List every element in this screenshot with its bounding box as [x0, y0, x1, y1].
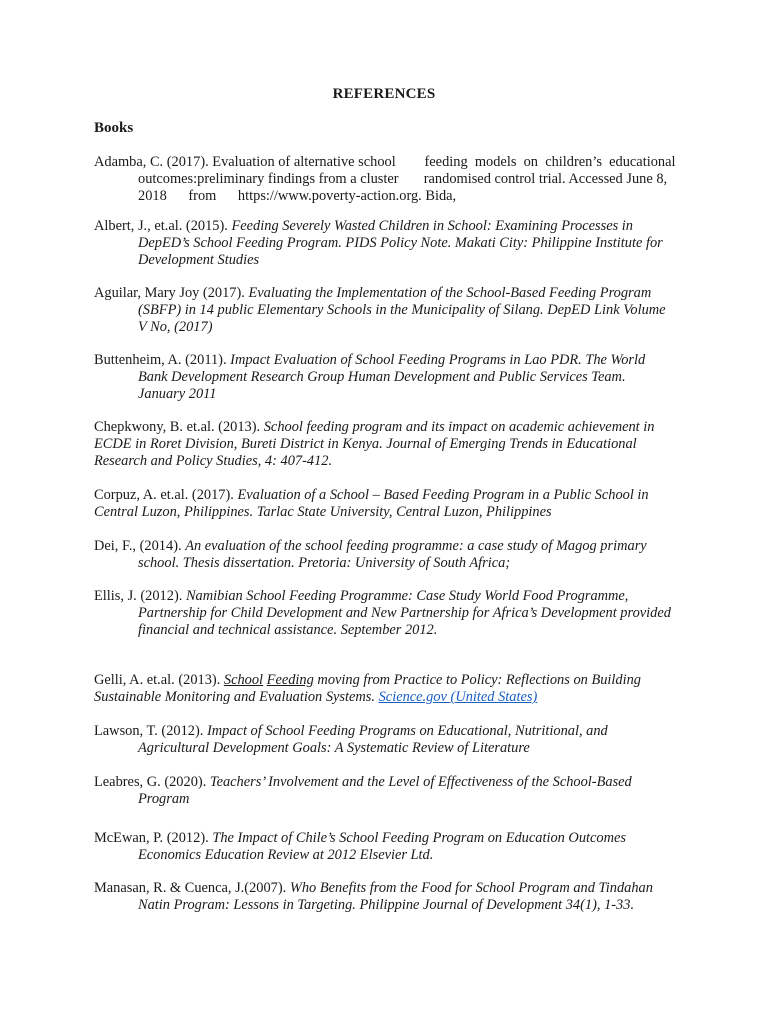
reference-title-underlined: School [223, 672, 264, 688]
reference-author: Dei, F., (2014). [94, 538, 186, 554]
reference-title: Teachers’ Involvement and the Level of Effectiveness of the School-Based Program [138, 774, 632, 807]
reference-author: Buttenheim, A. (2011). [94, 352, 231, 368]
reference-title: moving from Practice to Policy: Reflections on Building Sustainable Monitoring and Evaluation Systems. [94, 672, 642, 705]
reference-ellis [94, 588, 676, 639]
reference-line: 2018 from https://www.poverty-action.org. Bida, [138, 188, 457, 204]
reference-aguilar [94, 285, 676, 336]
reference-lawson [94, 723, 676, 757]
reference-title: An evaluation of the school feeding programme: a case study of Magog primary school. Thesis dissertation. Pretoria: University of South Africa; [138, 538, 647, 571]
reference-title: Impact Evaluation of School Feeding Programs in Lao PDR. The World Bank Development Research Group Human Development and Public Services Team. January 2011 [138, 352, 646, 402]
reference-author: Ellis, J. (2012). [94, 588, 186, 604]
reference-chepkwony [94, 419, 676, 470]
reference-author: Lawson, T. (2012). [94, 723, 207, 739]
reference-line: outcomes:preliminary findings from a cluster randomised control trial. Accessed June 8, [138, 171, 668, 187]
reference-mcewan [94, 830, 676, 864]
reference-title: Evaluation of a School – Based Feeding Program in a Public School in Central Luzon, Philippines. Tarlac State University, Central Luzon, Philippines [94, 487, 649, 520]
reference-title-underlined: Feeding [266, 672, 314, 688]
page-title: REFERENCES [332, 86, 436, 102]
reference-title: Namibian School Feeding Programme: Case Study World Food Programme, Partnership for Child Development and New Partnership for Africa’s Development provided financial and technical assistance. September 2012. [138, 588, 671, 638]
reference-title: School feeding program and its impact on academic achievement in ECDE in Roret Division, Bureti District in Kenya. Journal of Emerging Trends in Educational Research and Policy Studies, 4: 407-412. [94, 419, 655, 469]
reference-title: Impact of School Feeding Programs on Educational, Nutritional, and Agricultural Development Goals: A Systematic Review of Literature [138, 723, 608, 756]
reference-albert [94, 218, 676, 269]
reference-leabres [94, 774, 676, 808]
reference-author: McEwan, P. (2012). [94, 830, 213, 846]
reference-title: The Impact of Chile’s School Feeding Program on Education Outcomes Economics Education Review at 2012 Elsevier Ltd. [138, 830, 626, 863]
reference-title: Evaluating the Implementation of the School-Based Feeding Program (SBFP) in 14 public Elementary Schools in the Municipality of Silang. DepED Link Volume V No, (2017) [138, 285, 666, 335]
reference-line: Adamba, C. (2017). Evaluation of alternative school feeding models on children’s educational [94, 154, 676, 170]
reference-author: Albert, J., et.al. (2015). [94, 218, 232, 234]
reference-gelli [94, 672, 676, 706]
reference-author: Gelli, A. et.al. (2013). [94, 672, 224, 688]
science-gov-link[interactable]: Science.gov (United States) [378, 689, 538, 705]
section-heading: Books [94, 120, 134, 136]
reference-buttenheim [94, 352, 676, 403]
reference-author: Chepkwony, B. et.al. (2013). [94, 419, 264, 435]
reference-title: Feeding Severely Wasted Children in School: Examining Processes in DepED’s School Feeding Program. PIDS Policy Note. Makati City: Philippine Institute for Development Studies [138, 218, 663, 268]
reference-author: Aguilar, Mary Joy (2017). [94, 285, 249, 301]
reference-corpuz [94, 487, 676, 521]
reference-author: Corpuz, A. et.al. (2017). [94, 487, 238, 503]
reference-title: Who Benefits from the Food for School Program and Tindahan Natin Program: Lessons in Targeting. Philippine Journal of Development 34(1), 1-33. [138, 880, 653, 913]
reference-author: Leabres, G. (2020). [94, 774, 210, 790]
reference-adamba [94, 154, 676, 205]
reference-dei [94, 538, 676, 572]
reference-manasan [94, 880, 676, 914]
reference-author: Manasan, R. & Cuenca, J.(2007). [94, 880, 290, 896]
